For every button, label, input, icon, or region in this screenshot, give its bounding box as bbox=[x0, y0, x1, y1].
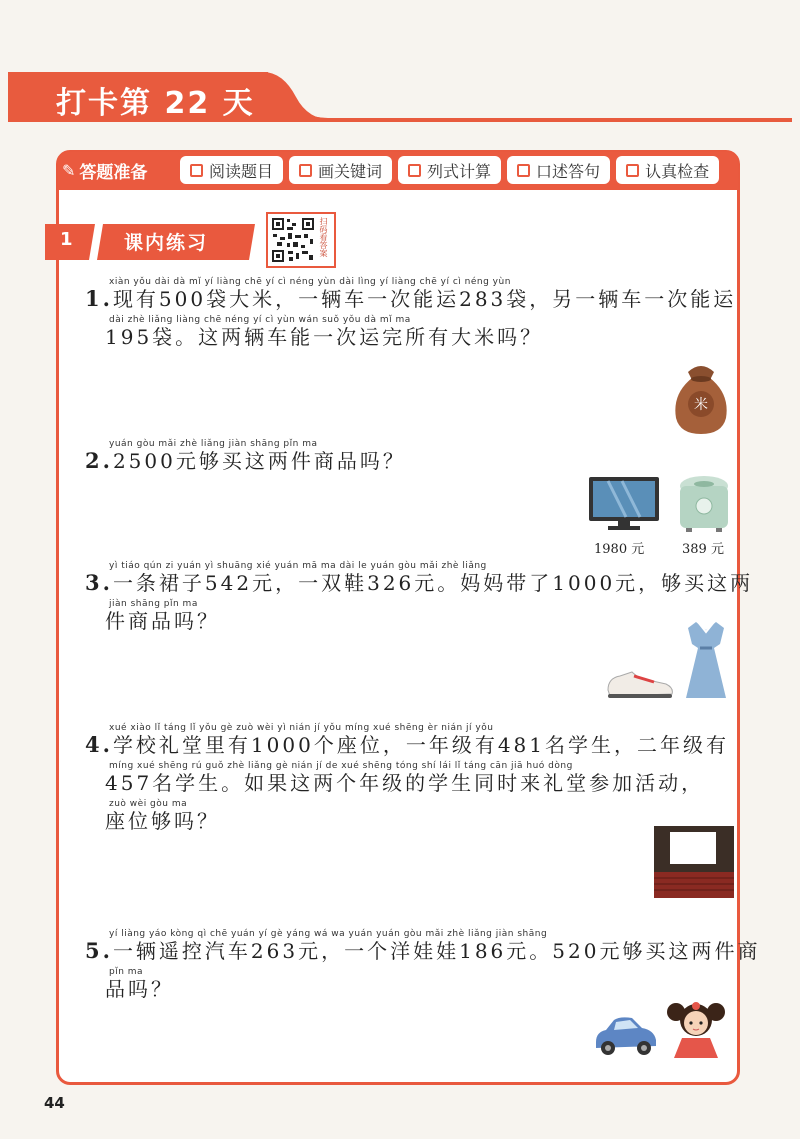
prep-label: ✎ 答题准备 bbox=[62, 161, 148, 183]
question-number: 1. bbox=[85, 286, 113, 311]
dress-icon bbox=[680, 618, 732, 700]
question-text: 品吗？ bbox=[105, 977, 174, 1001]
page-title: 打卡第 22 天 bbox=[56, 86, 255, 121]
question-text: 一条裙子542元，一双鞋326元。妈妈带了1000元，够买这两 bbox=[112, 571, 754, 595]
checklist-item[interactable]: 口述答句 bbox=[507, 156, 610, 184]
question-number: 3. bbox=[85, 570, 113, 595]
doll-icon bbox=[664, 998, 728, 1062]
question-5 bbox=[85, 928, 761, 1001]
checklist-item[interactable]: 画关键词 bbox=[289, 156, 392, 184]
qr-caption: 扫码看答案 bbox=[319, 217, 328, 257]
checklist-item[interactable]: 列式计算 bbox=[398, 156, 501, 184]
question-number: 4. bbox=[85, 732, 113, 757]
pinyin-line: xué xiào lǐ táng lǐ yǒu gè zuò wèi yì nián jí yǒu míng xué shēng èr nián jí yǒu bbox=[109, 723, 494, 733]
question-line bbox=[85, 450, 735, 472]
question-text: 座位够吗？ bbox=[105, 809, 220, 833]
toy-car-icon bbox=[590, 1012, 660, 1058]
pinyin-line: yì tiáo qún zi yuán yì shuāng xié yuán mā ma dài le yuán gòu mǎi zhè liǎng bbox=[109, 561, 487, 571]
pinyin-line: pǐn ma bbox=[109, 967, 144, 977]
pinyin-line: míng xué shēng rú guǒ zhè liǎng gè nián jí de xué shēng tóng shí lái lǐ táng cān jiā huó dòng bbox=[109, 761, 573, 771]
checkbox-icon bbox=[626, 164, 639, 177]
question-2 bbox=[85, 438, 735, 472]
question-3 bbox=[85, 560, 754, 633]
pinyin-line: yuán gòu mǎi zhè liǎng jiàn shāng pǐn ma bbox=[109, 439, 318, 449]
question-text: 件商品吗？ bbox=[105, 609, 220, 633]
question-1 bbox=[85, 276, 735, 348]
question-number: 2. bbox=[85, 448, 113, 473]
checkbox-icon bbox=[299, 164, 312, 177]
rice-cooker-icon bbox=[678, 474, 730, 534]
tv-icon bbox=[588, 476, 660, 532]
price-label: 1980 元 bbox=[594, 542, 645, 557]
pinyin-line: jiàn shāng pǐn ma bbox=[109, 599, 198, 609]
question-text: 457名学生。如果这两个年级的学生同时来礼堂参加活动， bbox=[105, 771, 705, 795]
question-number: 5. bbox=[85, 938, 113, 963]
shoes-icon bbox=[604, 664, 676, 700]
auditorium-icon bbox=[654, 826, 734, 898]
question-text: 195袋。这两辆车能一次运完所有大米吗？ bbox=[105, 325, 544, 349]
qr-icon bbox=[271, 217, 315, 263]
pinyin-line: xiàn yǒu dài dà mǐ yí liàng chē yí cì néng yùn dài lìng yí liàng chē yí cì néng yùn bbox=[109, 277, 511, 287]
question-line bbox=[85, 938, 761, 963]
question-text: 2500元够买这两件商品吗？ bbox=[112, 449, 406, 473]
question-line bbox=[85, 288, 735, 310]
question-text: 一辆遥控汽车263元，一个洋娃娃186元。520元够买这两件商 bbox=[112, 939, 761, 963]
section-title: 课内练习 bbox=[124, 232, 209, 254]
section-number: 1 bbox=[60, 229, 73, 250]
question-line bbox=[85, 734, 735, 756]
question-4 bbox=[85, 722, 735, 832]
checkbox-icon bbox=[408, 164, 421, 177]
svg-text:米: 米 bbox=[694, 397, 708, 413]
checklist-item[interactable]: 认真检查 bbox=[616, 156, 719, 184]
pinyin-line: zuò wèi gòu ma bbox=[109, 799, 188, 809]
checklist-item[interactable]: 阅读题目 bbox=[180, 156, 283, 184]
prep-checklist bbox=[180, 156, 719, 184]
question-line bbox=[85, 570, 754, 595]
rice-bag-icon bbox=[666, 358, 736, 436]
question-text: 学校礼堂里有1000个座位，一年级有481名学生，二年级有 bbox=[112, 733, 730, 757]
checkbox-icon bbox=[190, 164, 203, 177]
qr-code[interactable] bbox=[266, 212, 336, 268]
checkbox-icon bbox=[517, 164, 530, 177]
page-number: 44 bbox=[44, 1094, 65, 1112]
pinyin-line: dài zhè liǎng liàng chē néng yí cì yùn wán suǒ yǒu dà mǐ ma bbox=[109, 315, 411, 325]
price-label: 389 元 bbox=[682, 542, 724, 557]
question-text: 现有500袋大米，一辆车一次能运283袋，另一辆车一次能运 bbox=[112, 287, 737, 311]
pinyin-line: yí liàng yáo kòng qì chē yuán yí gè yáng wá wa yuán yuán gòu mǎi zhè liǎng jiàn shāng bbox=[109, 929, 548, 939]
pen-icon: ✎ bbox=[62, 161, 76, 180]
